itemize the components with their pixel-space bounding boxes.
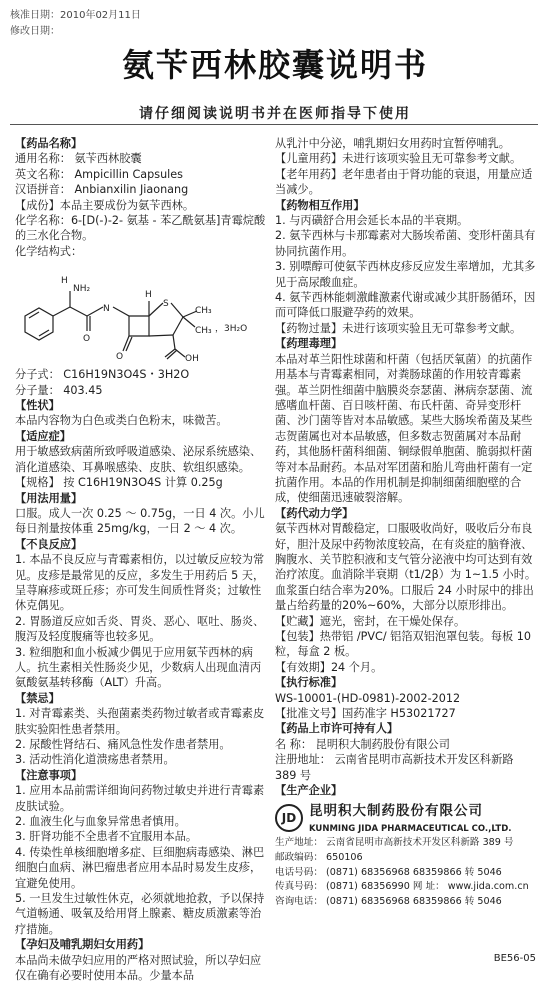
structure-label: CH₃ xyxy=(195,306,212,317)
section-heading: 【用法用量】 xyxy=(15,491,83,505)
section-heading: 【执行标准】 xyxy=(275,676,343,690)
section-heading: 【孕妇及哺乳期妇女用药】 xyxy=(15,938,150,952)
character-text: 本品内容物为白色或类白色粉末，味微苦。 xyxy=(15,414,228,428)
caution-item: 2. 血液生化与血象异常患者慎用。 xyxy=(15,815,186,829)
adverse-item: 2. 胃肠道反应如舌炎、胃炎、恶心、呕吐、肠炎、腹泻及轻度腹痛等也较多见。 xyxy=(15,614,265,644)
validity-text: 【有效期】24 个月。 xyxy=(275,660,383,674)
structure-label: ，3H₂O xyxy=(215,324,248,335)
structure-label: O xyxy=(83,334,91,345)
contact-line: 邮政编码： 650106 xyxy=(275,852,363,864)
contact-line: 电话号码： (0871) 68356968 68359866 转 5046 xyxy=(275,866,502,878)
generic-name: 通用名称： 氨苄西林胶囊 xyxy=(15,152,142,166)
section-heading: 【药品上市许可持有人】 xyxy=(275,722,399,736)
chemical-structure-diagram xyxy=(15,261,265,363)
holder-name: 名 称： 昆明积大制药股份有限公司 xyxy=(275,737,450,751)
specification: 【规格】 按 C16H19N3O4S 计算 0.25g xyxy=(15,476,223,490)
section-heading: 【适应症】 xyxy=(15,429,71,443)
page-subtitle: 请仔细阅读说明书并在医师指导下使用 xyxy=(139,106,411,122)
contact-list xyxy=(275,836,537,909)
structure-label: O xyxy=(116,352,124,363)
right-column xyxy=(275,136,537,909)
section-heading: 【药物相互作用】 xyxy=(275,198,365,212)
structure-label: NH₂ xyxy=(73,284,91,295)
contra-item: 1. 对青霉素类、头孢菌素类药物过敏者或青霉素皮肤实验阳性患者禁用。 xyxy=(15,707,265,736)
structure-heading: 化学结构式： xyxy=(15,244,83,258)
section-heading: 【性状】 xyxy=(15,399,60,413)
adverse-item: 1. 本品不良反应与青霉素相仿，以过敏反应较为常见。皮疹是最常见的反应，多发生于用药后 5 天，呈荨麻疹或斑丘疹；亦可发生间质性肾炎；过敏性休克偶见。 xyxy=(15,553,265,613)
structure-label: N xyxy=(103,304,110,315)
english-name: 英文名称： Ampicillin Capsules xyxy=(15,167,183,181)
usage-text: 口服。成人一次 0.25 ～ 0.75g，一日 4 次。小儿每日剂量按体重 25mg/kg，一日 2 ～ 4 次。 xyxy=(15,506,265,536)
indication-text: 用于敏感致病菌所致呼吸道感染、泌尿系统感染、消化道感染、耳鼻喉感染、皮肤、软组织感染。 xyxy=(15,445,262,474)
caution-item: 1. 应用本品前需详细询问药物过敏史并进行青霉素皮肤试验。 xyxy=(15,784,265,813)
chemical-name: 化学名称：6-[D(-)-2- 氨基 - 苯乙酰氨基]青霉烷酸的三水化合物。 xyxy=(15,214,266,243)
pinyin-name: 汉语拼音： Anbianxilin Jiaonang xyxy=(15,183,189,197)
contra-item: 2. 尿酸性肾结石、痛风急性发作患者禁用。 xyxy=(15,738,231,751)
section-heading: 【生产企业】 xyxy=(275,784,343,798)
overdose-text: 【药物过量】未进行该项实验且无可靠参考文献。 xyxy=(275,321,522,335)
title-divider xyxy=(10,124,538,125)
revision-date: 修改日期： xyxy=(10,26,60,37)
document-code: BE56-05 xyxy=(493,953,536,964)
holder-address: 注册地址： 云南省昆明市高新技术开发区科新路 389 号 xyxy=(275,753,514,782)
section-heading: 【药品名称】 xyxy=(15,137,83,150)
molecular-weight: 分子量： 403.45 xyxy=(15,383,103,397)
package-text: 【包装】热带铝 /PVC/ 铝箔双铝泡罩包装。每板 10 粒，每盒 2 板。 xyxy=(275,630,532,659)
approval-date: 核准日期：2010年02月11日 xyxy=(10,10,141,21)
standard-text: WS-10001-(HD-0981)-2002-2012 xyxy=(275,691,461,705)
contact-line: 咨询电话： (0871) 68356968 68359866 转 5046 xyxy=(275,895,502,907)
composition: 【成份】本品主要成份为氨苄西林。 xyxy=(15,198,195,212)
page-title: 氨苄西林胶囊说明书 xyxy=(121,46,428,84)
interaction-item: 4. 氨苄西林能刺激雌激素代谢或减少其肝肠循环，因而可降低口服避孕药的效果。 xyxy=(275,291,536,320)
structure-label: H xyxy=(61,276,68,287)
contact-line: 生产地址： 云南省昆明市高新技术开发区科新路 389 号 xyxy=(275,837,514,849)
molecular-formula: 分子式： C16H19N3O4S・3H2O xyxy=(15,368,190,382)
pharmacology-text: 本品对革兰阳性球菌和杆菌（包括厌氧菌）的抗菌作用基本与青霉素相同，对粪肠球菌的作用较青霉素强。革兰阴性细菌中脑膜炎奈瑟菌、淋病奈瑟菌、流感嗜血杆菌、百日咳杆菌、布氏杆菌、奇异变形杆菌、沙门菌等皆对本品敏感。某些大肠埃希菌及某些志贺菌属也对本品敏感，但多数志贺菌属对本品耐药，其他肠杆菌科细菌、铜绿假单胞菌、脆弱拟杆菌等对本品耐药。本品对军团菌和胎儿弯曲杆菌有一定抗菌作用。本品的作用机制是抑制细菌细胞壁的合成，使细菌迅速破裂溶解。 xyxy=(275,352,533,505)
interaction-item: 2. 氨苄西林与卡那霉素对大肠埃希菌、变形杆菌具有协同抗菌作用。 xyxy=(275,229,536,258)
company-name-cn: 昆明积大制药股份有限公司 xyxy=(309,803,483,820)
pregnancy-text-continued: 从乳汁中分泌，哺乳期妇女用药时宜暂停哺乳。 xyxy=(275,137,510,150)
left-column xyxy=(15,136,269,984)
adverse-item: 3. 粒细胞和血小板减少偶见于应用氨苄西林的病人。抗生素相关性肠炎少见，少数病人出现血清丙氨酸氨基转移酶（ALT）升高。 xyxy=(15,645,262,690)
contact-line: 传真号码： (0871) 68356990 网 址： www.jida.com.cn xyxy=(275,881,529,893)
pregnancy-text: 本品尚未做孕妇应用的严格对照试验，所以孕妇应仅在确有必要时使用本品。少量本品 xyxy=(15,953,262,983)
beta-lactam-ring xyxy=(129,316,149,336)
caution-item: 5. 一旦发生过敏性休克，必须就地抢救，予以保持气道畅通、吸氧及给用肾上腺素、糖皮质激素等治疗措施。 xyxy=(15,892,265,936)
section-heading: 【注意事项】 xyxy=(15,768,83,782)
approval-number: 【批准文号】国药准字 H53021727 xyxy=(275,707,456,721)
company-name-en: KUNMING JIDA PHARMACEUTICAL CO.,LTD. xyxy=(309,824,512,835)
pharmacokinetics-text: 氨苄西林对胃酸稳定，口服吸收尚好，吸收后分布良好，胆汁及尿中药物浓度较高，在有炎症的脑脊液、胸腹水、关节腔积液和支气管分泌液中均可达到有效治疗浓度。血消除半衰期（t1/2β）为 1~1.5 小时。血浆蛋白结合率为20%。口服后 24 小时尿中的排出量占给药量的20%~60%，大部分以原形排出。 xyxy=(275,522,537,613)
structure-label: S xyxy=(163,299,169,310)
company-block xyxy=(275,802,537,836)
section-heading: 【药代动力学】 xyxy=(275,506,354,520)
contra-item: 3. 活动性消化道溃疡患者禁用。 xyxy=(15,753,175,767)
interaction-item: 3. 别嘌醇可使氨苄西林皮疹反应发生率增加，尤其多见于高尿酸血症。 xyxy=(275,260,536,289)
interaction-item: 1. 与丙磺舒合用会延长本品的半衰期。 xyxy=(275,214,469,228)
storage-text: 【贮藏】遮光，密封，在干燥处保存。 xyxy=(275,614,466,628)
caution-item: 3. 肝肾功能不全患者不宜服用本品。 xyxy=(15,830,198,844)
children-use: 【儿童用药】未进行该项实验且无可靠参考文献。 xyxy=(275,152,522,166)
section-heading: 【禁忌】 xyxy=(15,691,60,705)
phenyl-ring xyxy=(25,308,53,340)
caution-item: 4. 传染性单核细胞增多症、巨细胞病毒感染、淋巴细胞白血病、淋巴瘤患者应用本品时易发生皮疹，宜避免使用。 xyxy=(15,845,265,890)
ampicillin-structure xyxy=(15,261,265,363)
section-heading: 【不良反应】 xyxy=(15,537,83,551)
structure-label: OH xyxy=(185,354,199,364)
structure-label: CH₃ xyxy=(195,326,212,337)
section-heading: 【药理毒理】 xyxy=(275,337,343,351)
company-logo: JD xyxy=(275,804,303,832)
structure-label: H xyxy=(145,290,152,301)
elderly-use: 【老年用药】老年患者由于肾功能的衰退，用量应适当减少。 xyxy=(275,167,533,197)
